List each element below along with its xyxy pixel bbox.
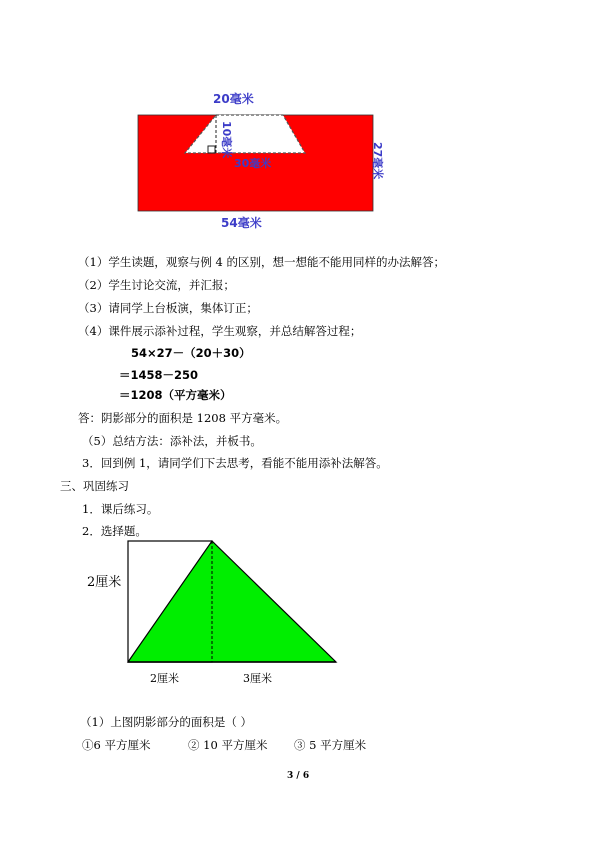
practice-1: 1．课后练习。 bbox=[82, 502, 159, 516]
figure2-base-right-label: 3厘米 bbox=[243, 672, 272, 685]
figure1-right-label: 27毫米 bbox=[371, 142, 384, 180]
option-2: ② 10 平方厘米 bbox=[188, 738, 268, 752]
section-title: 三、巩固练习 bbox=[60, 479, 129, 493]
step-5: （5）总结方法：添补法，并板书。 bbox=[82, 434, 262, 448]
answer-text: 答：阴影部分的面积是 1208 平方毫米。 bbox=[78, 411, 288, 425]
step-return-example: 3．回到例 1，请同学们下去思考，看能不能用添补法解答。 bbox=[82, 456, 388, 470]
option-1: ①6 平方厘米 bbox=[82, 738, 151, 752]
page-number: 3 / 6 bbox=[287, 771, 310, 781]
step-2: （2）学生讨论交流，并汇报； bbox=[78, 278, 235, 292]
step-1: （1）学生读题，观察与例 4 的区别，想一想能不能用同样的办法解答； bbox=[78, 255, 445, 269]
figure1-left-label: 10毫米 bbox=[220, 121, 233, 159]
figure2-diagram bbox=[124, 536, 342, 668]
formula-line-3: ＝1208（平方毫米） bbox=[119, 388, 232, 402]
figure2-height-label: 2厘米 bbox=[87, 575, 122, 590]
practice-2: 2．选择题。 bbox=[82, 524, 147, 538]
question-text: （1）上图阴影部分的面积是（ ） bbox=[80, 715, 252, 729]
step-3: （3）请同学上台板演，集体订正； bbox=[78, 301, 258, 315]
figure1-bottom-label: 54毫米 bbox=[221, 216, 262, 230]
figure2-base-left-label: 2厘米 bbox=[150, 672, 179, 685]
figure1-top-label: 20毫米 bbox=[213, 92, 254, 106]
formula-line-2: ＝1458－250 bbox=[119, 368, 199, 382]
step-4: （4）课件展示添补过程，学生观察，并总结解答过程； bbox=[78, 324, 362, 338]
option-3: ③ 5 平方厘米 bbox=[294, 738, 367, 752]
figure1-middle-label: 30毫米 bbox=[234, 157, 272, 170]
formula-line-1: 54×27－（20＋30） bbox=[131, 346, 251, 360]
green-triangle bbox=[128, 541, 336, 662]
